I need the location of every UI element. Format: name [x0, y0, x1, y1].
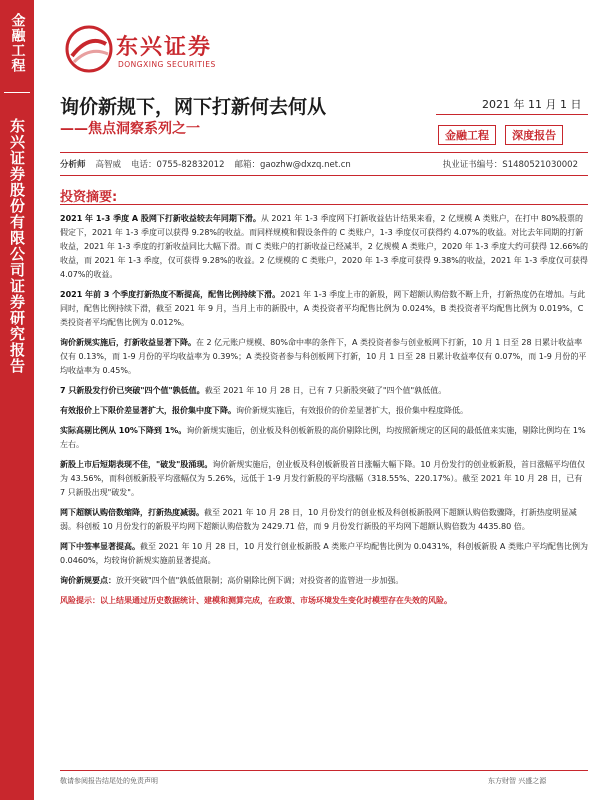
company-logo	[64, 20, 234, 78]
summary-paragraph: 7 只新股发行价已突破"四个值"孰低值。截至 2021 年 10 月 28 日，已有 7 只新股突破了"四个值"孰低值。	[60, 386, 447, 395]
summary-paragraph: 新股上市后短期表现不佳，"破发"股涌现。询价新规实施后，创业板及科创板新股首日涨幅大幅下降。10 月份发行的创业板新股，首日涨幅平均值仅为 43.56%，而科创板新股平均涨幅仅为 5.26%，远低于 1-9 月发行新股的平均涨幅（318.55%、220.17%）。截至 2021 年 10 月 28 日，已有 7 只新股出现"破发"。	[60, 460, 586, 497]
summary-paragraph: 网下中签率显著提高。截至 2021 年 10 月 28 日，10 月发行创业板新股 A 类账户平均配售比例为 0.0431%，科创板新股 A 类账户平均配售比例为 0.0460%，均较询价新规实施前显著提高。	[60, 542, 588, 565]
summary-paragraph: 2021 年前 3 个季度打新热度不断提高，配售比例持续下滑。2021 年 1-3 季度上市的新股，网下超额认购倍数不断上升，打新热度仍在增加。与此同时，配售比例持续下滑，截至 2021 年 9 月，当月上市的新股中，A 类投资者平均配售比例为 0.024%，B 类投资者平均配售比例为 0.019%，C 类投资者平均配售比例为 0.012%。	[60, 290, 586, 327]
sidebar-vertical-text: 东兴证券股份有限公司证券研究报告	[8, 118, 26, 374]
summary-paragraph: 有效报价上下限价差显著扩大，报价集中度下降。询价新规实施后，有效报价的价差显著扩大，报价集中程度降低。	[60, 406, 468, 415]
summary-paragraph: 网下超额认购倍数缩降，打新热度减弱。截至 2021 年 10 月 28 日，10 月份发行的创业板及科创板新股网下超额认购倍数骤降，打新热度明显减弱。科创板 10 月份发行的新股平均网下超额认购倍数为 2429.71 倍，而 9 月份发行新股的平均网下超额认购倍数为 4435.80 倍。	[60, 508, 577, 531]
logo-emblem-icon	[64, 24, 114, 74]
report-title: 询价新规下，网下打新何去何从	[60, 96, 327, 118]
analyst-email: 邮箱：gaozhw@dxzq.net.cn	[234, 160, 351, 170]
footer-disclaimer: 敬请参阅报告结尾处的免责声明	[60, 777, 158, 785]
footer-divider	[60, 770, 588, 771]
summary-paragraph: 询价新规实施后，打新收益显著下降。在 2 亿元账户规模、80%命中率的条件下，A 类投资者参与创业板网下打新，10 月 1 日至 28 日累计收益率仅有 0.13%，而 1-9 月份的平均收益率为 0.39%；A 类投资者参与科创板网下打新，10 月 1 日至 28 日累计收益率仅有 0.07%，而 1-9 月份的平均收益率为 0.45%。	[60, 338, 587, 375]
report-subtitle: ——焦点洞察系列之一	[60, 121, 200, 137]
sidebar-divider	[4, 92, 30, 93]
analyst-info-bar	[60, 152, 588, 176]
tag-category: 金融工程	[438, 125, 496, 145]
summary-body	[60, 212, 588, 614]
summary-paragraph: 实际高剔比例从 10%下降到 1%。询价新规实施后，创业板及科创板新股的高价剔除比例，均按照新规定的区间的最低值来实施，剔除比例均在 1%左右。	[60, 426, 586, 449]
sidebar	[0, 0, 34, 800]
summary-paragraph: 2021 年 1-3 季度 A 股网下打新收益较去年同期下滑。从 2021 年 1-3 季度网下打新收益估计结果来看，2 亿规模 A 类账户，在打中 80%股票的假定下，2021 年 1-3 季度可以获得 9.28%的收益。而同样规模和假设条件的 C 类账户，1-3 季度仅可获得约 4.07%的收益。对比去年同期的打新收益，2021 年 1-3 季度的打新收益同比大幅下滑。而 C 类账户的打新收益已经减半，2 亿规模 A 类账户，2020 年 1-3 季度大约可获得 12.66%的收益，而 2021 年 1-3 季度，仅可获得 9.28%的收益。2 亿规模的 C 类账户，2020 年 1-3 季度可获得 9.38%的收益，2021 年 1-3 季度仅可获得 4.07%的收益。	[60, 214, 589, 279]
risk-warning: 风险提示：以上结果通过历史数据统计、建模和测算完成，在政策、市场环境发生变化时模型存在失效的风险。	[60, 596, 452, 605]
logo-name-en: DONGXING SECURITIES	[118, 60, 216, 69]
summary-divider	[60, 204, 588, 205]
sidebar-top-label: 金融工程	[9, 13, 26, 73]
analyst-name: 高智威	[95, 160, 122, 170]
analyst-role: 分析师	[60, 160, 86, 170]
report-date: 2021 年 11 月 1 日	[482, 98, 582, 111]
report-tags	[438, 124, 567, 145]
footer-slogan: 东方财智 兴盛之源	[488, 777, 547, 785]
summary-paragraph: 询价新规要点：放开突破"四个值"孰低值限制；高价剔除比例下调；对投资者的监管进一步加强。	[60, 576, 404, 585]
summary-heading: 投资摘要:	[60, 190, 118, 205]
tag-report-type: 深度报告	[505, 125, 563, 145]
logo-name-cn: 东兴证券	[116, 35, 213, 60]
date-divider	[436, 114, 588, 115]
analyst-cert: 执业证书编号：S1480521030002	[442, 160, 578, 170]
analyst-phone: 电话：0755-82832012	[131, 160, 225, 170]
